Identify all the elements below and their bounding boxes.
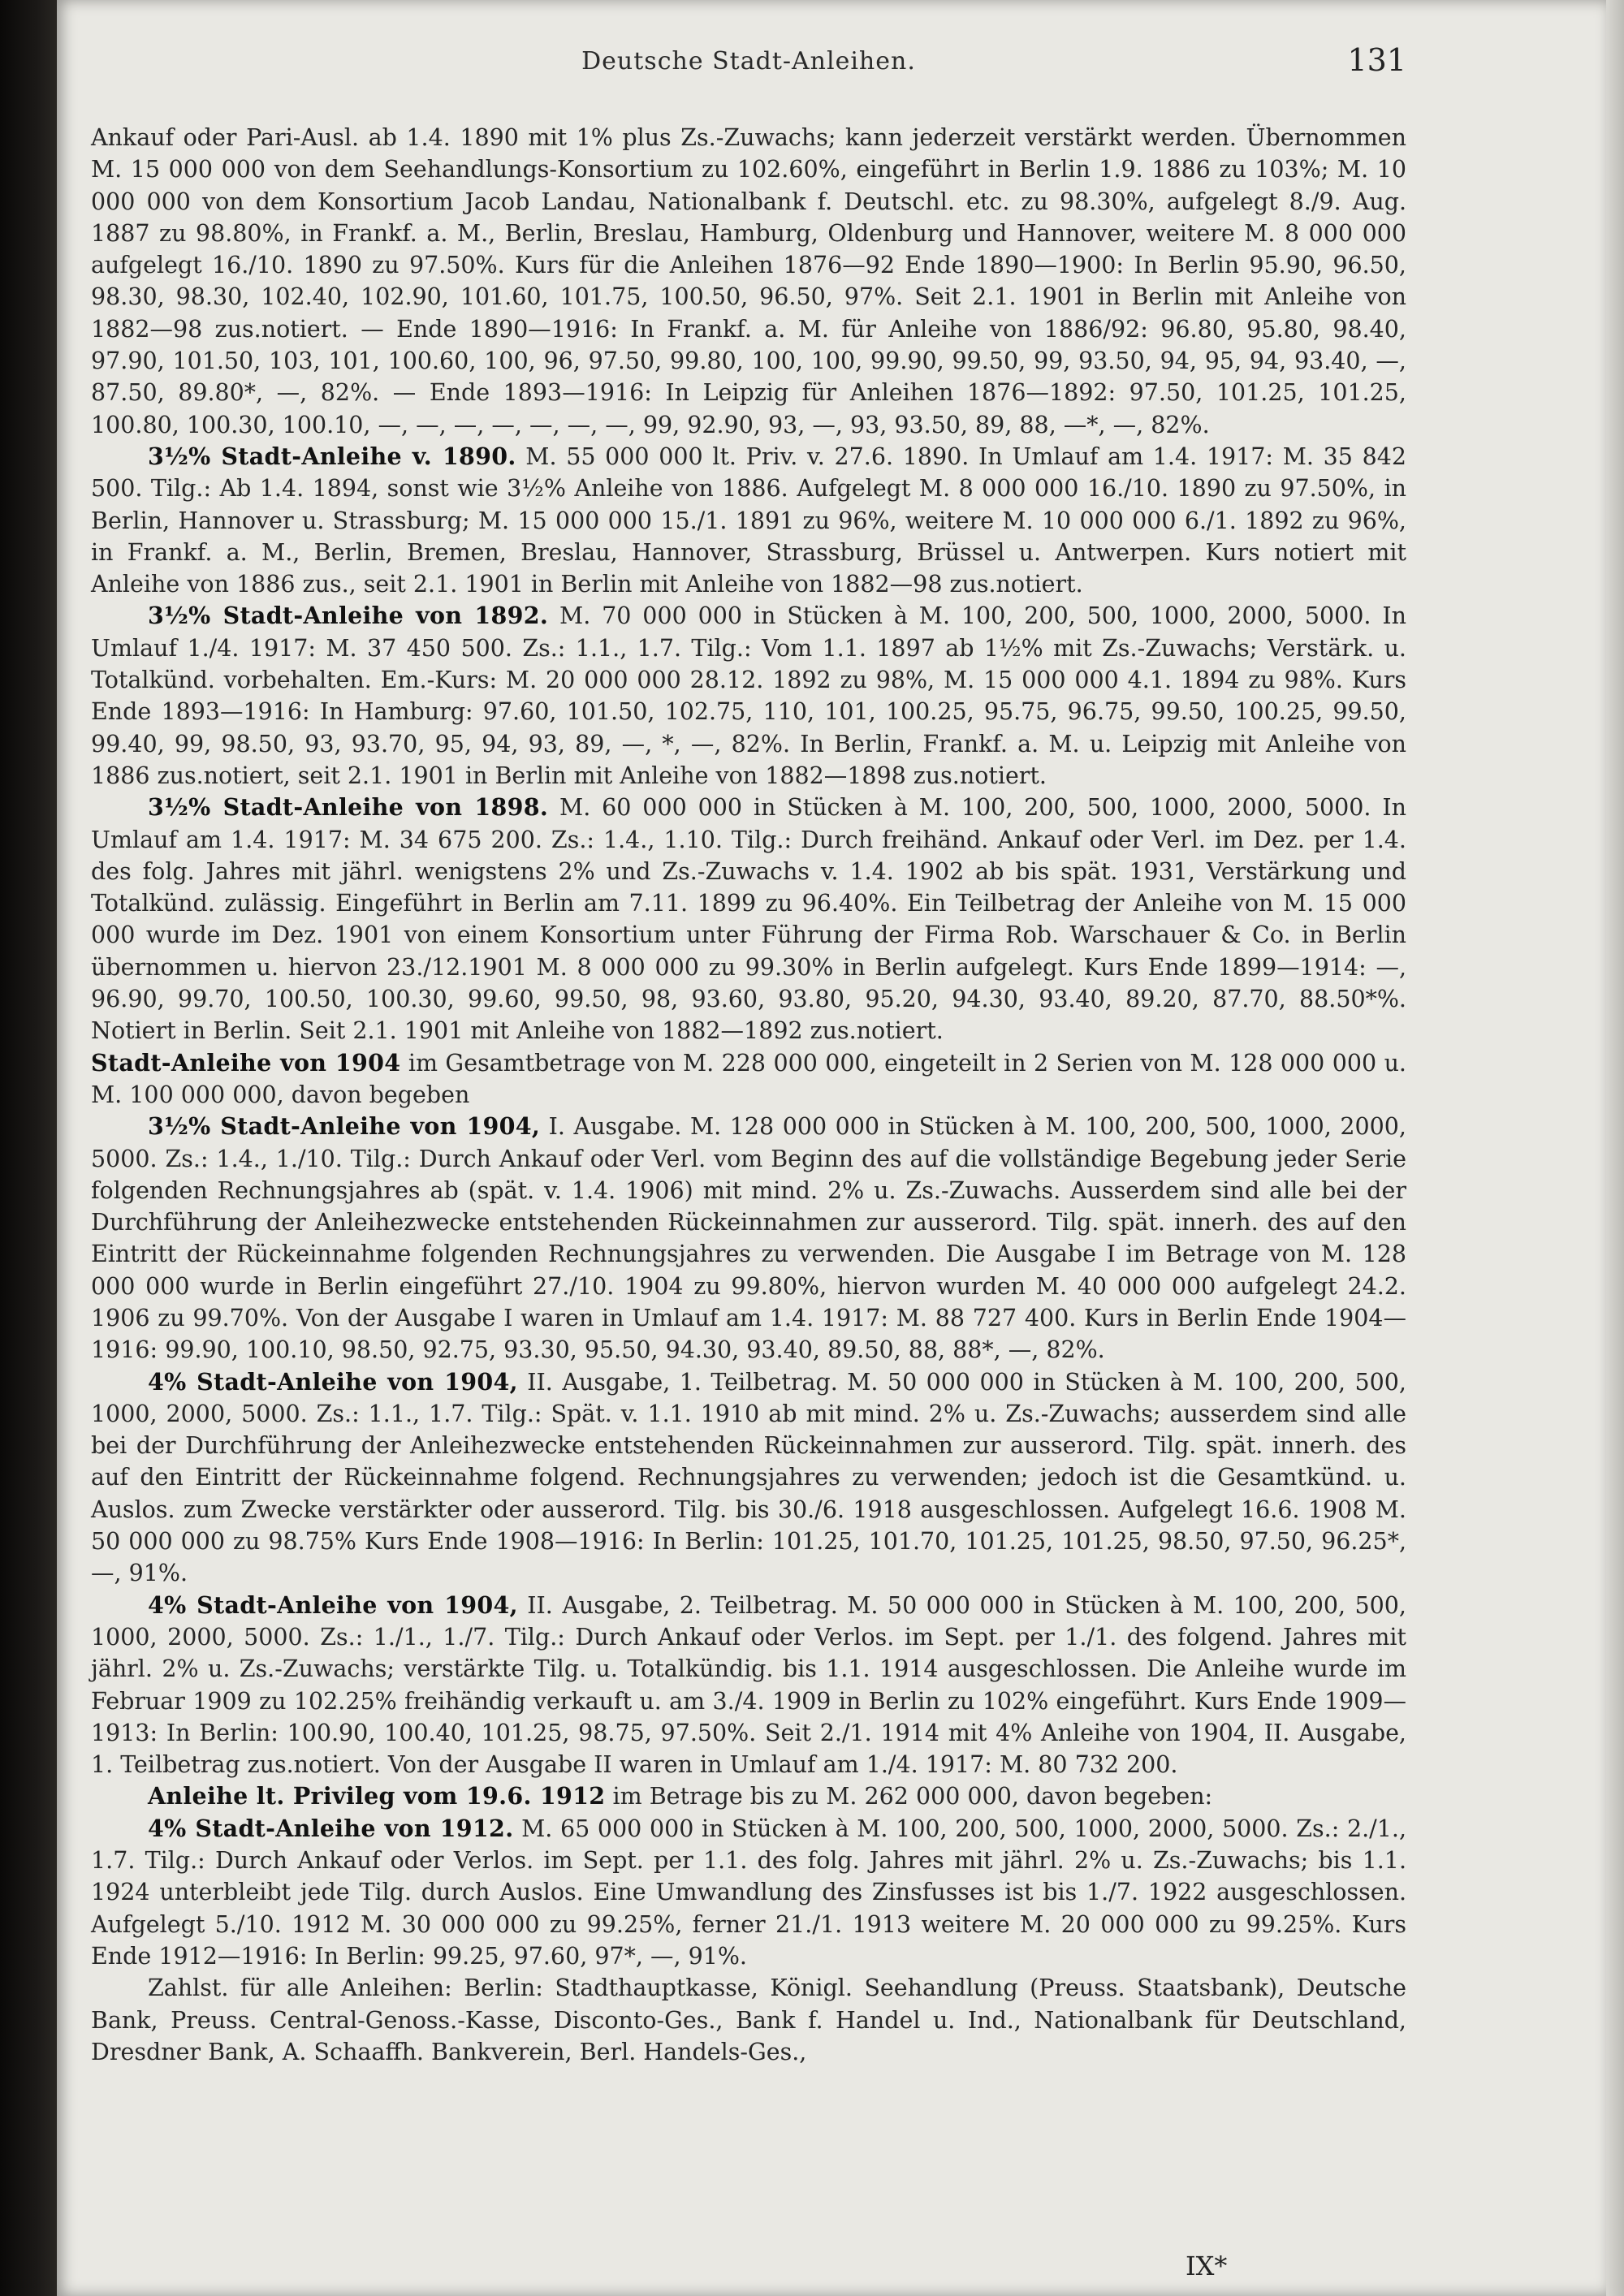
paragraph-text: M. 65 000 000 in Stücken à M. 100, 200, 500, 1000, 2000, 5000. Zs.: 2./1., 1.7. Tilg.: Durch Ankauf oder Verlos. im Sept. per 1.1. des folg. Jahres mit jährl. 2% u. Zs.-Zuwachs; bis 1.1. 1924 unterbleibt jede Tilg. durch Auslos. Eine Umwandlung des Zinsfusses ist bis 1./7. 1922 ausgeschlossen. Aufgelegt 5./10. 1912 M. 30 000 000 zu 99.25%, ferner 21./1. 1913 weitere M. 20 000 000 zu 99.25%. Kurs Ende 1912—1916: In Berlin: 99.25, 97.60, 97*, —, 91%. bbox=[91, 1815, 1407, 1970]
paragraph-text: im Gesamtbetrage von M. 228 000 000, eingeteilt in 2 Serien von M. 128 000 000 u. M. 100 000 000, davon begeben bbox=[91, 1049, 1406, 1108]
paragraph-continuation bbox=[91, 122, 1406, 441]
paragraph-text: M. 55 000 000 lt. Priv. v. 27.6. 1890. In Umlauf am 1.4. 1917: M. 35 842 500. Tilg.: Ab 1.4. 1894, sonst wie 3½% Anleihe von 1886. Aufgelegt M. 8 000 000 16./10. 1890 zu 97.50%, in Berlin, Hannover u. Strassburg; M. 15 000 000 15./1. 1891 zu 96%, weitere M. 10 000 000 6./1. 1892 zu 96%, in Frankf. a. M., Berlin, Bremen, Breslau, Hannover, Strassburg, Brüssel u. Antwerpen. Kurs notiert mit Anleihe von 1886 zus., seit 2.1. 1901 in Berlin mit Anleihe von 1882—98 zus.notiert. bbox=[91, 442, 1406, 598]
paragraph-anleihe-1912 bbox=[91, 1813, 1406, 1972]
paragraph-heading: 4% Stadt-Anleihe von 1904, bbox=[148, 1367, 518, 1396]
paragraph-text: I. Ausgabe. M. 128 000 000 in Stücken à M. 100, 200, 500, 1000, 2000, 5000. Zs.: 1.4., 1./10. Tilg.: Durch Ankauf oder Verl. vom Beginn des auf die vollständige Begebung jeder Serie folgenden Rechnungsjahres ab (spät. v. 1.4. 1906) mit mind. 2% u. Zs.-Zuwachs. Ausserdem sind alle bei der Durchführung der Anleihezwecke entstehenden Rückeinnahmen zur ausserord. Tilg. spät. innerh. des auf den Eintritt der Rückeinnahme folgenden Rechnungsjahres zu verwenden. Die Ausgabe I im Betrage von M. 128 000 000 wurde in Berlin eingeführt 27./10. 1904 zu 99.80%, hiervon wurden M. 40 000 000 aufgelegt 24.2. 1906 zu 99.70%. Von der Ausgabe I waren in Umlauf am 1.4. 1917: M. 88 727 400. Kurs in Berlin Ende 1904—1916: 99.90, 100.10, 98.50, 92.75, 93.30, 95.50, 94.30, 93.40, 89.50, 88, 88*, —, 82%. bbox=[91, 1113, 1406, 1364]
paragraph-anleihe-1904-total bbox=[91, 1047, 1406, 1111]
page-body bbox=[91, 122, 1406, 2068]
paragraph-text: II. Ausgabe, 2. Teilbetrag. M. 50 000 000 in Stücken à M. 100, 200, 500, 1000, 2000, 5000. Zs.: 1./1., 1./7. Tilg.: Durch Ankauf oder Verlos. im Sept. per 1./1. des folgend. Jahres mit jährl. 2% u. Zs.-Zuwachs; verstärkte Tilg. u. Totalkündig. bis 1.1. 1914 ausgeschlossen. Die Anleihe wurde im Februar 1909 zu 102.25% freihändig verkauft u. am 3./4. 1909 in Berlin zu 102% eingeführt. Kurs Ende 1909—1913: In Berlin: 100.90, 100.40, 101.25, 98.75, 97.50%. Seit 2./1. 1914 mit 4% Anleihe von 1904, II. Ausgabe, 1. Teilbetrag zus.notiert. Von der Ausgabe II waren in Umlauf am 1./4. 1917: M. 80 732 200. bbox=[91, 1591, 1406, 1779]
paragraph-text: Ankauf oder Pari-Ausl. ab 1.4. 1890 mit 1% plus Zs.-Zuwachs; kann jederzeit verstärkt werden. Übernommen M. 15 000 000 von dem Seehandlungs-Konsortium zu 102.60%, eingeführt in Berlin 1.9. 1886 zu 103%; M. 10 000 000 von dem Konsortium Jacob Landau, Nationalbank f. Deutschl. etc. zu 98.30%, aufgelegt 8./9. Aug. 1887 zu 98.80%, in Frankf. a. M., Berlin, Breslau, Hamburg, Oldenburg und Hannover, weitere M. 8 000 000 aufgelegt 16./10. 1890 zu 97.50%. Kurs für die Anleihen 1876—92 Ende 1890—1900: In Berlin 95.90, 96.50, 98.30, 98.30, 102.40, 102.90, 101.60, 101.75, 100.50, 96.50, 97%. Seit 2.1. 1901 in Berlin mit Anleihe von 1882—98 zus.notiert. — Ende 1890—1916: In Frankf. a. M. für Anleihe von 1886/92: 96.80, 95.80, 98.40, 97.90, 101.50, 103, 101, 100.60, 100, 96, 97.50, 99.80, 100, 100, 99.90, 99.50, 99, 93.50, 94, 95, 94, 93.40, —, 87.50, 89.80*, —, 82%. — Ende 1893—1916: In Leipzig für Anleihen 1876—1892: 97.50, 101.25, 101.25, 100.80, 100.30, 100.10, —, —, —, —, —, —, —, 99, 92.90, 93, —, 93, 93.50, 89, 88, —*, —, 82%. bbox=[91, 124, 1406, 438]
page-header bbox=[91, 42, 1406, 88]
scan-binding-edge bbox=[0, 0, 65, 2296]
paragraph-text: M. 70 000 000 in Stücken à M. 100, 200, 500, 1000, 2000, 5000. In Umlauf 1./4. 1917: M. 37 450 500. Zs.: 1.1., 1.7. Tilg.: Vom 1.1. 1897 ab 1½% mit Zs.-Zuwachs; Verstärk. u. Totalkünd. vorbehalten. Em.-Kurs: M. 20 000 000 28.12. 1892 zu 98%, M. 15 000 000 4.1. 1894 zu 98%. Kurs Ende 1893—1916: In Hamburg: 97.60, 101.50, 102.75, 110, 101, 100.25, 95.75, 96.75, 99.50, 100.25, 99.50, 99.40, 99, 98.50, 93, 93.70, 95, 94, 93, 89, —, *, —, 82%. In Berlin, Frankf. a. M. u. Leipzig mit Anleihe von 1886 zus.notiert, seit 2.1. 1901 in Berlin mit Anleihe von 1882—1898 zus.notiert. bbox=[91, 602, 1406, 789]
paragraph-heading: Anleihe lt. Privileg vom 19.6. 1912 bbox=[148, 1782, 606, 1810]
paragraph-heading: 4% Stadt-Anleihe von 1912. bbox=[148, 1814, 514, 1842]
paragraph-zahlstellen bbox=[91, 1972, 1406, 2068]
paragraph-heading: 4% Stadt-Anleihe von 1904, bbox=[148, 1590, 518, 1619]
paragraph-text: im Betrage bis zu M. 262 000 000, davon begeben: bbox=[605, 1783, 1213, 1810]
paragraph-text: II. Ausgabe, 1. Teilbetrag. M. 50 000 000 in Stücken à M. 100, 200, 500, 1000, 2000, 5000. Zs.: 1.1., 1.7. Tilg.: Spät. v. 1.1. 1910 ab mit mind. 2% u. Zs.-Zuwachs; ausserdem sind alle bei der Durchführung der Anleihezwecke entstehenden Rückeinnahmen zur ausserord. Tilg. spät. innerh. des auf den Eintritt der Rückeinnahme folgend. Rechnungsjahres zu verwenden; jedoch ist die Gesamtkünd. u. Auslos. zum Zwecke verstärkter oder ausserord. Tilg. bis 30./6. 1918 ausgeschlossen. Aufgelegt 16.6. 1908 M. 50 000 000 zu 98.75% Kurs Ende 1908—1916: In Berlin: 101.25, 101.70, 101.25, 101.25, 98.50, 97.50, 96.25*, —, 91%. bbox=[91, 1368, 1406, 1587]
paragraph-text: M. 60 000 000 in Stücken à M. 100, 200, 500, 1000, 2000, 5000. In Umlauf am 1.4. 1917: M. 34 675 200. Zs.: 1.4., 1.10. Tilg.: Durch freihänd. Ankauf oder Verl. im Dez. per 1.4. des folg. Jahres mit jährl. wenigstens 2% und Zs.-Zuwachs v. 1.4. 1902 ab bis spät. 1931, Verstärkung und Totalkünd. zulässig. Eingeführt in Berlin am 7.11. 1899 zu 96.40%. Ein Teilbetrag der Anleihe von M. 15 000 000 wurde im Dez. 1901 von einem Konsortium unter Führung der Firma Rob. Warschauer & Co. in Berlin übernommen u. hiervon 23./12.1901 M. 8 000 000 zu 99.30% in Berlin aufgelegt. Kurs Ende 1899—1914: —, 96.90, 99.70, 100.50, 100.30, 99.60, 99.50, 98, 93.60, 93.80, 95.20, 94.30, 93.40, 89.20, 87.70, 88.50*%. Notiert in Berlin. Seit 2.1. 1901 mit Anleihe von 1882—1892 zus.notiert. bbox=[91, 794, 1406, 1045]
running-title: Deutsche Stadt-Anleihen. bbox=[581, 47, 916, 76]
paragraph-anleihe-1904-ausgabe-2-teil-1 bbox=[91, 1366, 1406, 1590]
paragraph-heading: 3½% Stadt-Anleihe von 1892. bbox=[148, 602, 549, 630]
paragraph-privileg-1912 bbox=[91, 1780, 1406, 1812]
paragraph-heading: Stadt-Anleihe von 1904 bbox=[91, 1048, 401, 1077]
paragraph-anleihe-1890 bbox=[91, 441, 1406, 600]
signature-mark: IX* bbox=[1186, 2251, 1228, 2281]
paragraph-text: Zahlst. für alle Anleihen: Berlin: Stadthauptkasse, Königl. Seehandlung (Preuss. Staatsbank), Deutsche Bank, Preuss. Central-Genoss.-Kasse, Disconto-Ges., Bank f. Handel u. Ind., Nationalbank für Deutschland, Dresdner Bank, A. Schaaffh. Bankverein, Berl. Handels-Ges., bbox=[91, 1974, 1406, 2065]
paragraph-heading: 3½% Stadt-Anleihe v. 1890. bbox=[148, 442, 516, 470]
paragraph-anleihe-1898 bbox=[91, 792, 1406, 1047]
paragraph-heading: 3½% Stadt-Anleihe von 1904, bbox=[148, 1112, 541, 1141]
paragraph-heading: 3½% Stadt-Anleihe von 1898. bbox=[148, 793, 549, 822]
paragraph-anleihe-1892 bbox=[91, 600, 1406, 792]
paragraph-anleihe-1904-ausgabe-2-teil-2 bbox=[91, 1590, 1406, 1781]
paragraph-anleihe-1904-ausgabe-1 bbox=[91, 1111, 1406, 1366]
scan-right-edge bbox=[1606, 0, 1624, 2296]
page-number: 131 bbox=[1347, 42, 1406, 78]
